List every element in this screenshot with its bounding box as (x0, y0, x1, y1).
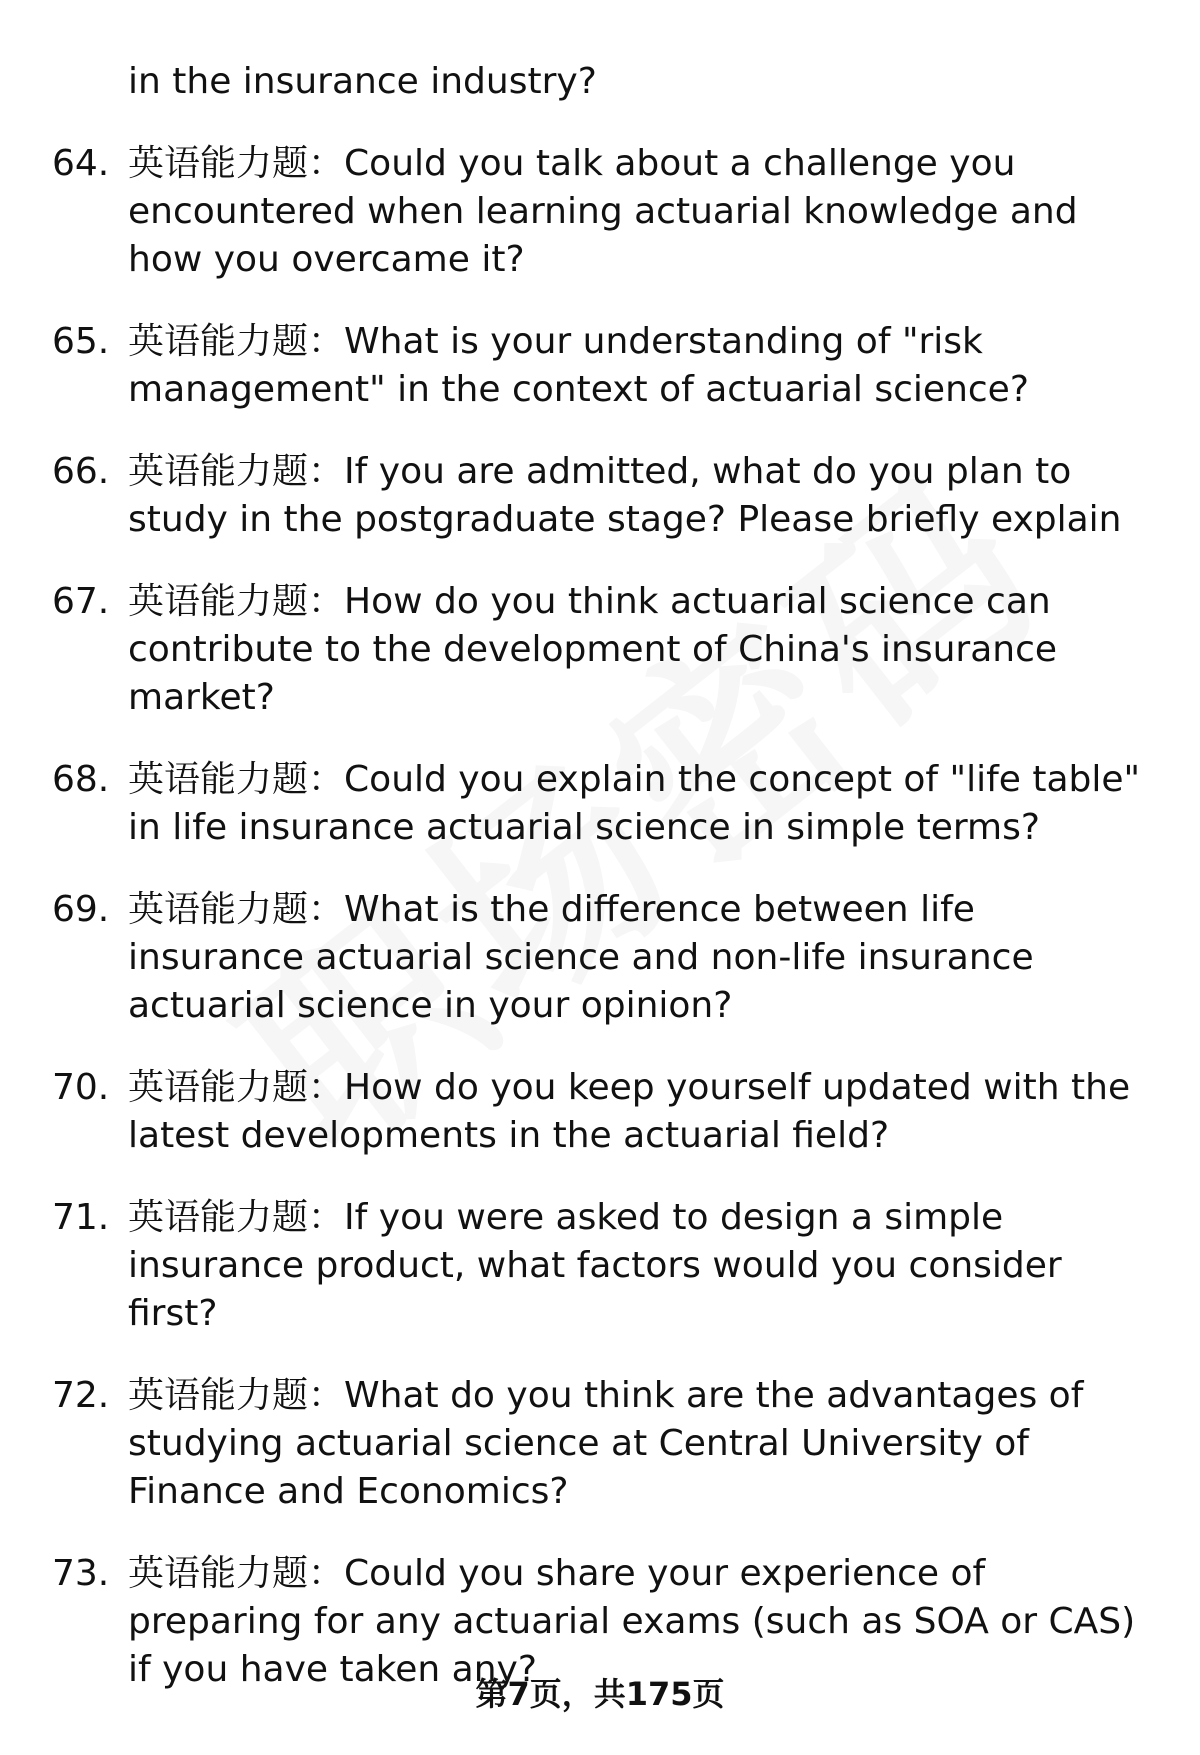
question-item (0, 448, 1200, 544)
page-footer: 第7页，共175页 (475, 1675, 725, 1713)
question-tag: 英语能力题 ： (128, 451, 344, 492)
question-item (0, 1372, 1200, 1516)
question-text: Could you share your experience of preparing for any actuarial exams (such as SOA or CAS) if you have taken any? (128, 1553, 1136, 1690)
question-number: 64. (52, 143, 110, 184)
question-number: 72. (52, 1375, 110, 1416)
question-body (128, 140, 1158, 284)
question-tag: 英语能力题 ： (128, 321, 344, 362)
question-text: What do you think are the advantages of studying actuarial science at Central University of Finance and Economics? (128, 1375, 1084, 1512)
question-number: 66. (52, 451, 110, 492)
question-body (128, 318, 1158, 414)
question-number: 73. (52, 1553, 110, 1594)
question-tag: 英语能力题 ： (128, 143, 344, 184)
question-body (128, 1372, 1158, 1516)
question-text: What is your understanding of "risk management" in the context of actuarial science? (128, 321, 1029, 410)
question-item (0, 140, 1200, 284)
question-item (0, 1064, 1200, 1160)
question-number: 68. (52, 759, 110, 800)
question-body (128, 886, 1158, 1030)
question-number: 70. (52, 1067, 110, 1108)
question-body (128, 756, 1158, 852)
question-tag: 英语能力题 ： (128, 1375, 344, 1416)
question-item (0, 886, 1200, 1030)
question-number: 65. (52, 321, 110, 362)
question-text: Could you talk about a challenge you encountered when learning actuarial knowledge and how you overcame it? (128, 143, 1078, 280)
question-number: 69. (52, 889, 110, 930)
question-tag: 英语能力题 ： (128, 889, 344, 930)
question-item (0, 318, 1200, 414)
question-body (128, 1194, 1158, 1338)
question-number: 71. (52, 1197, 110, 1238)
question-tag: 英语能力题 ： (128, 1197, 344, 1238)
question-body (128, 1064, 1158, 1160)
question-tag: 英语能力题 ： (128, 1067, 344, 1108)
question-text: How do you keep yourself updated with the latest developments in the actuarial field? (128, 1067, 1131, 1156)
question-text: How do you think actuarial science can contribute to the development of China's insurance market? (128, 581, 1058, 718)
continuation-text: in the insurance industry? (128, 61, 597, 102)
question-item (0, 756, 1200, 852)
question-text: If you are admitted, what do you plan to study in the postgraduate stage? Please briefly explain (128, 451, 1122, 540)
question-text: Could you explain the concept of "life table" in life insurance actuarial science in simple terms? (128, 759, 1141, 848)
question-text: What is the difference between life insurance actuarial science and non-life insurance actuarial science in your opinion? (128, 889, 1034, 1026)
question-body (128, 448, 1158, 544)
question-body (128, 578, 1158, 722)
question-item (0, 578, 1200, 722)
question-tag: 英语能力题 ： (128, 1553, 344, 1594)
question-tag: 英语能力题 ： (128, 581, 344, 622)
question-item (0, 1194, 1200, 1338)
question-tag: 英语能力题 ： (128, 759, 344, 800)
question-number: 67. (52, 581, 110, 622)
question-text: If you were asked to design a simple insurance product, what factors would you consider first? (128, 1197, 1062, 1334)
question-list (0, 140, 1200, 1728)
